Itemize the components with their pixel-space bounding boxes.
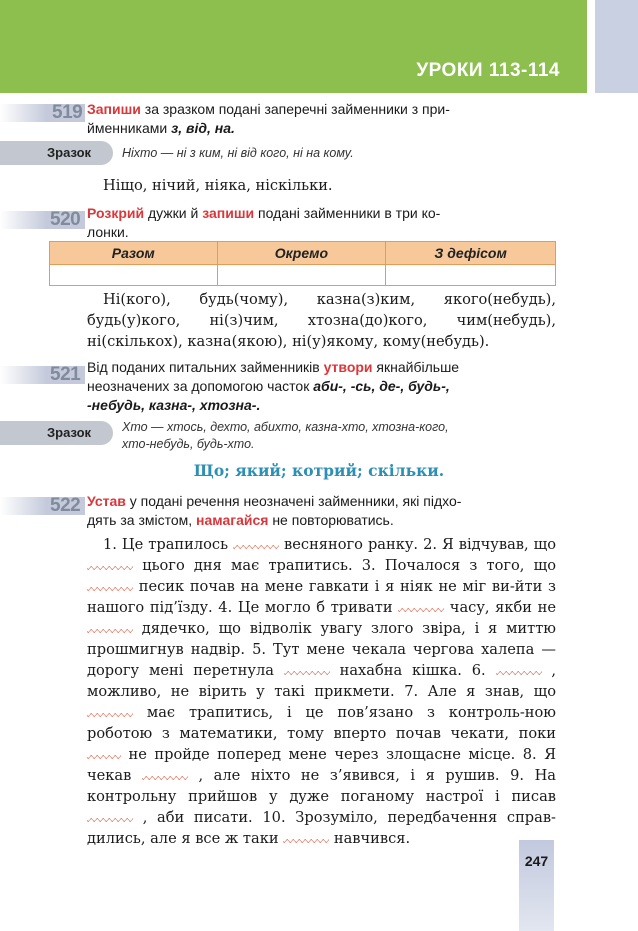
lesson-title: УРОКИ 113-114 xyxy=(416,60,560,81)
table-cell-empty xyxy=(50,265,218,286)
task-519-keyword: Запиши xyxy=(87,101,141,117)
column-header-together: Разом xyxy=(50,242,218,265)
pronoun-columns-table xyxy=(49,241,556,286)
table-cell-empty xyxy=(217,265,386,286)
task-521-subheading: Що; який; котрий; скільки. xyxy=(193,461,445,480)
blank-line[interactable] xyxy=(233,541,279,549)
sample-519-text: Ніхто — ні з ким, ні від кого, ні на кому. xyxy=(122,146,354,160)
blank-line[interactable] xyxy=(87,583,133,591)
sample-521-text: Хто — хтось, дехто, абихто, казна-хто, хтозна-кого, хто-небудь, будь-хто. xyxy=(122,420,449,451)
task-number-519: 519 xyxy=(52,102,83,123)
task-number-520: 520 xyxy=(50,209,81,230)
task-520-instruction: Розкрий дужки й запиши подані займенники в три ко- лонки. xyxy=(87,205,441,240)
task-522-exercise-text: 1. Це трапилось весняного ранку. 2. Я відчував, що цього дня має трапитись. 3. Почалося з того, що песик почав на мене гавкати і я ніяк не міг ви-йти з нашого під’їзду. 4. Це могло б тривати часу, якби не дядечко, що відволік увагу злого звіра, і я миттю прошмигнув надвір. 5. Тут мене чекала чергова халепа — дорогу мені перетнула нахабна кішка. 6. , можливо, не вірить у такі прикмети. 7. Але я знав, що має трапитись, і це пов’язано з контроль-ною роботою з математики, тому вперто почав чекати, поки не пройде поперед мене через злощасне місце. 8. Я чекав , але ніхто не з’явився, і я рушив. 9. На контрольну прийшов у дуже поганому настрої і писав , аби писати. 10. Зрозуміло, передбачення справ-дились, але я все ж таки навчився. xyxy=(87,536,557,847)
blank-line[interactable] xyxy=(87,814,133,822)
side-stripe-lavender xyxy=(595,0,638,93)
task-number-521: 521 xyxy=(50,364,81,385)
blank-line[interactable] xyxy=(87,625,133,633)
blank-line[interactable] xyxy=(398,604,444,612)
blank-line[interactable] xyxy=(87,562,133,570)
task-521-instruction: Від поданих питальних займенників утвори якнайбільше неозначених за допомогою часток аби-, -сь, де-, будь-, -небудь, казна-, хтозна-. xyxy=(87,359,460,413)
column-header-separately: Окремо xyxy=(217,242,386,265)
sample-label-521: Зразок xyxy=(0,421,113,445)
blank-line[interactable] xyxy=(142,772,188,780)
task-522-instruction: Устав у подані речення неозначені займенники, які підхо- дять за змістом, намагайся не повторюватись. xyxy=(87,493,462,528)
header-stripe-white xyxy=(587,0,595,93)
blank-line[interactable] xyxy=(87,709,133,717)
blank-line[interactable] xyxy=(87,751,121,759)
task-519-instruction: Запиши за зразком подані заперечні займенники з при- йменниками з, від, на. xyxy=(87,101,450,136)
sample-label-519: Зразок xyxy=(0,141,113,165)
task-519-words: Ніщо, нічий, ніяка, ніскільки. xyxy=(103,177,333,194)
table-cell-empty xyxy=(386,265,556,286)
blank-line[interactable] xyxy=(496,667,542,675)
task-520-words: Ні(кого), будь(чому), казна(з)ким, якого(небудь), будь(у)кого, ні(з)чим, хтозна(до)кого, чим(небудь), ні(скількох), казна(якою), ні(у)якому, кому(небудь). xyxy=(87,291,556,350)
task-519-prepositions: з, від, на. xyxy=(171,120,235,136)
column-header-hyphen: З дефісом xyxy=(386,242,556,265)
blank-line[interactable] xyxy=(283,835,329,843)
blank-line[interactable] xyxy=(284,667,330,675)
page-number: 247 xyxy=(524,853,549,869)
task-number-522: 522 xyxy=(50,495,81,516)
